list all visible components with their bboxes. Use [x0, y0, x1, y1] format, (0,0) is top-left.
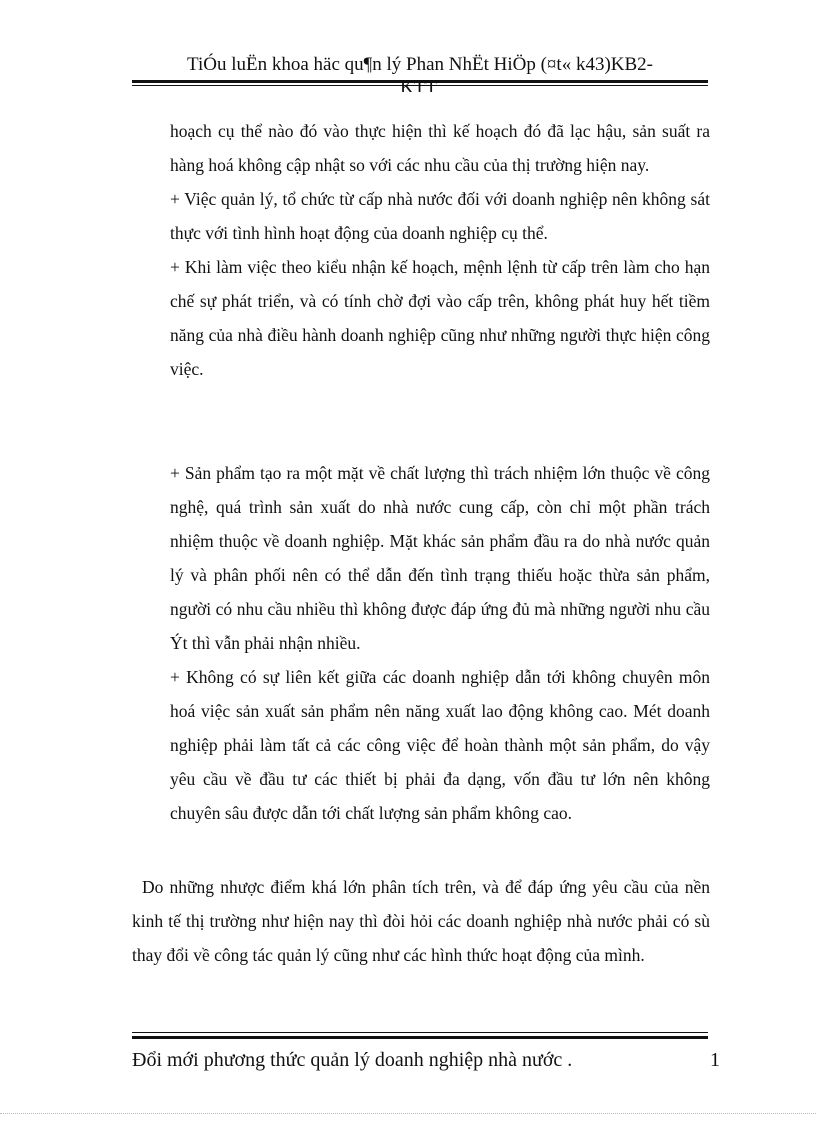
header-rule-thick [132, 80, 708, 83]
paragraph-conclusion: Do những nhược điểm khá lớn phân tích trên, và để đáp ứng yêu cầu của nền kinh tế thị trường như hiện nay thì đòi hỏi các doanh nghiệp nhà nước phải có sù thay đổi về công tác quản lý cũng như các hình thức hoạt động của mình. [132, 877, 710, 965]
paragraph-bullet-management: + Việc quản lý, tổ chức từ cấp nhà nước đối với doanh nghiệp nên không sát thực với tình hình hoạt động của doanh nghiệp cụ thể. [170, 189, 710, 243]
header-text: TiÓu luËn khoa häc qu¶n lý Phan NhËt HiÖp (¤t« k43)KB2- [187, 54, 653, 75]
footer-rule-thick [132, 1036, 708, 1039]
paragraph-bullet-linkage: + Không có sự liên kết giữa các doanh nghiệp dẫn tới không chuyên môn hoá việc sản xuất sản phẩm nên năng xuất lao động không cao. Mét doanh nghiệp phải làm tất cả các công việc để hoàn thành một sản phẩm, do vậy yêu cầu về đầu tư các thiết bị phải đa dạng, vốn đầu tư lớn nên không chuyên sâu được dẫn tới chất lượng sản phẩm không cao. [170, 667, 710, 823]
text-block-1 [170, 114, 710, 386]
footer-title: Đổi mới phương thức quản lý doanh nghiệp nhà nước . [132, 1049, 573, 1071]
page-bottom-dotted-line [0, 1113, 816, 1114]
paragraph-continuation: hoạch cụ thể nào đó vào thực hiện thì kế hoạch đó đã lạc hậu, sản suất ra hàng hoá không cập nhật so với các nhu cầu của thị trường hiện nay. [170, 121, 710, 175]
page-number: 1 [710, 1049, 720, 1071]
paragraph-bullet-product: + Sản phẩm tạo ra một mặt về chất lượng thì trách nhiệm lớn thuộc về công nghệ, quá trình sản xuất do nhà nước cung cấp, còn chỉ một phần trách nhiệm thuộc về doanh nghiệp. Mặt khác sản phẩm đầu ra do nhà nước quản lý và phân phối nên có thể dẫn đến tình trạng thiếu hoặc thừa sản phẩm, người có nhu cầu nhiều thì không được đáp ứng đủ mà những người nhu cầu Ýt thì vẫn phải nhận nhiều. [170, 463, 710, 653]
text-block-3 [132, 870, 710, 972]
header-rule-thin [132, 85, 708, 86]
footer-rule-thin [132, 1032, 708, 1033]
text-block-2 [170, 456, 710, 830]
page-header [132, 50, 708, 80]
paragraph-bullet-plan: + Khi làm việc theo kiểu nhận kế hoạch, mệnh lệnh từ cấp trên làm cho hạn chế sự phát triển, và có tính chờ đợi vào cấp trên, không phát huy hết tiềm năng của nhà điều hành doanh nghiệp cũng như những người thực hiện công việc. [170, 257, 710, 379]
